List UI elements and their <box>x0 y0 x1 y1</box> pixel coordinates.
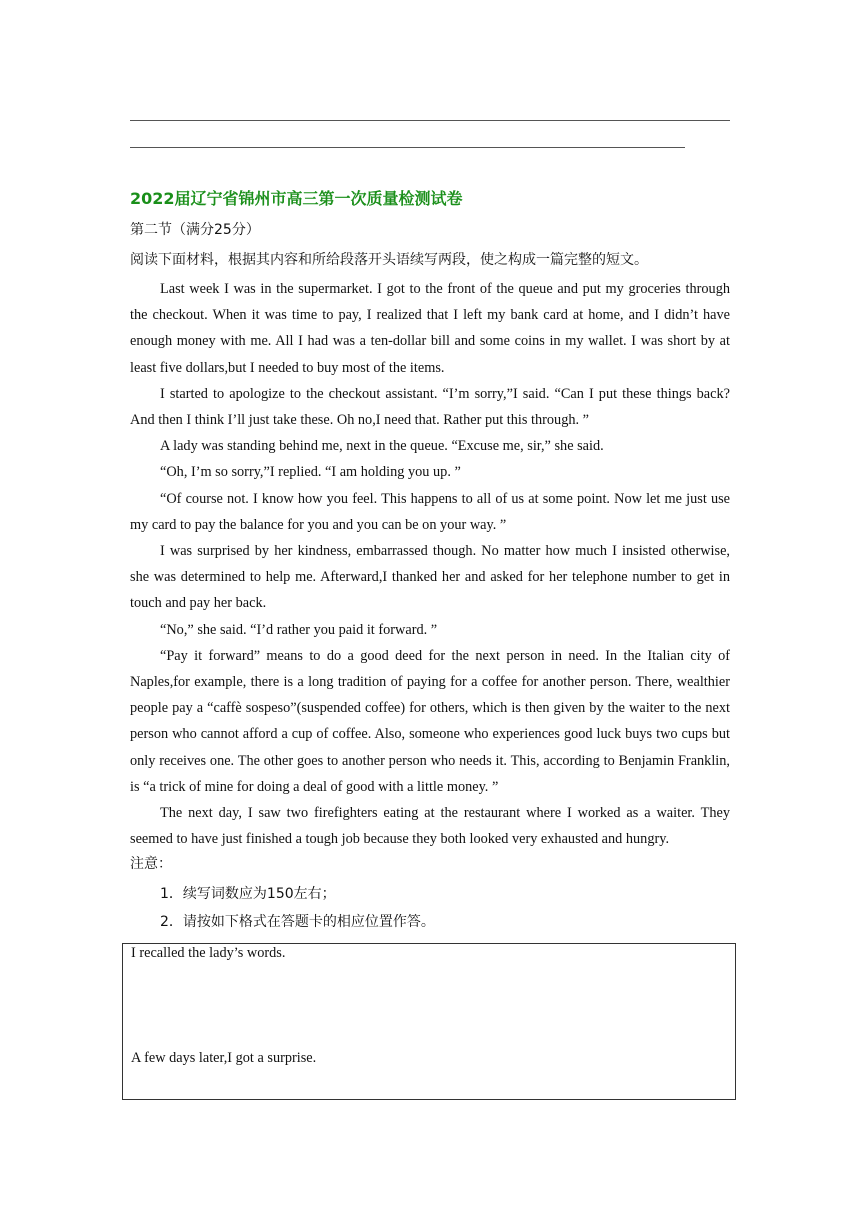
notes-list <box>160 880 435 936</box>
answer-opening-2: A few days later,I got a surprise. <box>131 1050 317 1066</box>
answer-rule-line <box>130 147 685 148</box>
passage-paragraph: “No,” she said. “I’d rather you paid it forward. ” <box>160 621 438 638</box>
passage-paragraph: “Oh, I’m so sorry,”I replied. “I am holding you up. ” <box>160 464 461 481</box>
section-label: 第二节（满分25分） <box>130 222 260 238</box>
answer-opening-1: I recalled the lady’s words. <box>131 945 286 961</box>
passage-paragraph: “Of course not. I know how you feel. This happens to all of us at some point. Now let me just use my card to pay the balance for you and you can be on your way. ” <box>130 490 730 533</box>
answer-box <box>122 943 736 1100</box>
reading-passage <box>130 276 730 852</box>
passage-paragraph: The next day, I saw two firefighters eating at the restaurant where I worked as a waiter. They seemed to have just finished a tough job because they both looked very exhausted and hungry. <box>130 805 730 848</box>
notes-label: 注意： <box>130 856 172 872</box>
passage-paragraph: Last week I was in the supermarket. I got to the front of the queue and put my groceries through the checkout. When it was time to pay, I realized that I left my bank card at home, and I didn’t have enough money with me. All I had was a ten-dollar bill and some coins in my wallet. I was short by at least five dollars,but I needed to buy most of the items. <box>130 281 730 376</box>
passage-paragraph: “Pay it forward” means to do a good deed for the next person in need. In the Italian city of Naples,for example, there is a long tradition of paying for a coffee for another person. There, wealthier people pay a “caffè sospeso”(suspended coffee) for others, which is then given by the waiter to the next person who cannot afford a cup of coffee. Also, someone who experiences good luck buys two cups but only receives one. The other goes to another person who needs it. This, according to Benjamin Franklin, is “a trick of mine for doing a deal of good with a little money. ” <box>130 647 730 795</box>
note-item: 2．请按如下格式在答题卡的相应位置作答。 <box>160 914 435 930</box>
exam-title: 2022届辽宁省锦州市高三第一次质量检测试卷 <box>130 189 463 208</box>
answer-rule-line <box>130 120 730 121</box>
passage-paragraph: I was surprised by her kindness, embarrassed though. No matter how much I insisted otherwise, she was determined to help me. Afterward,I thanked her and asked for her telephone number to get in touch and pay her back. <box>130 543 730 612</box>
passage-paragraph: A lady was standing behind me, next in the queue. “Excuse me, sir,” she said. <box>160 438 604 455</box>
note-item: 1．续写词数应为150左右； <box>160 886 336 902</box>
passage-paragraph: I started to apologize to the checkout assistant. “I’m sorry,”I said. “Can I put these things back? And then I think I’ll just take these. Oh no,I need that. Rather put this through. ” <box>130 385 730 429</box>
instruction-text: 阅读下面材料，根据其内容和所给段落开头语续写两段，使之构成一篇完整的短文。 <box>130 252 648 268</box>
